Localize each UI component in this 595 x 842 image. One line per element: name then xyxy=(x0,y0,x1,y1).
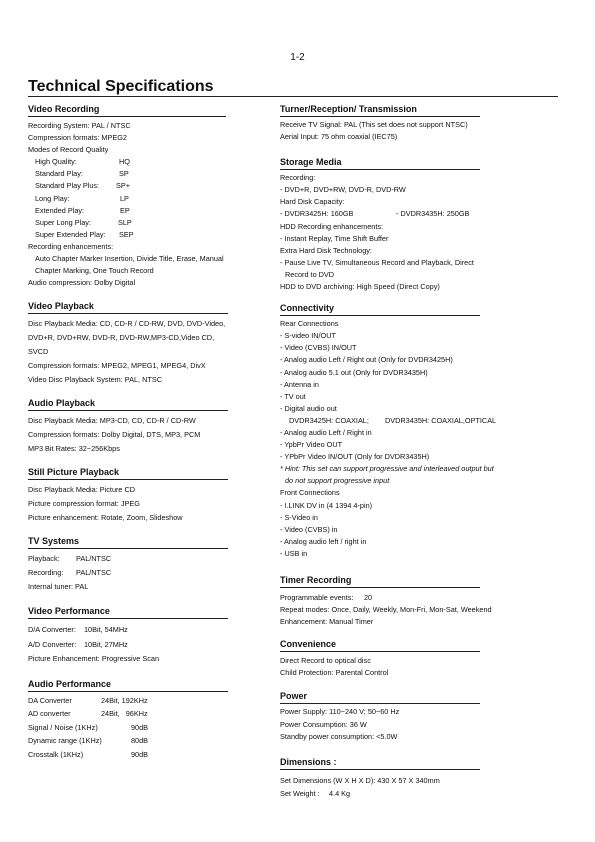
spec-key: Set Weight : xyxy=(280,789,320,799)
spec-line: Hard Disk Capacity: xyxy=(280,197,345,207)
spec-line: - Pause Live TV, Simultaneous Record and Playback, Direct xyxy=(280,257,474,267)
spec-line: HDD to DVD archiving: High Speed (Direct Copy) xyxy=(280,282,440,292)
section-video-recording xyxy=(28,104,268,289)
spec-line xyxy=(28,566,268,580)
page-number: 1-2 xyxy=(290,52,305,63)
spec-line xyxy=(28,748,268,762)
spec-value: DVDR3435H: COAXIAL,OPTICAL xyxy=(385,415,497,425)
spec-line: - Video (CVBS) in xyxy=(280,524,338,534)
section-heading: Timer Recording xyxy=(280,575,480,588)
spec-key: - DVDR3425H: 160GB xyxy=(280,209,354,219)
spec-line: Record to DVD xyxy=(285,269,335,279)
section-heading: Power xyxy=(280,691,480,704)
spec-line: - USB in xyxy=(280,548,308,558)
spec-line xyxy=(28,193,268,205)
spec-line: - TV out xyxy=(280,391,306,401)
section-heading: TV Systems xyxy=(28,536,228,549)
spec-value: 10Bit, 54MHz xyxy=(84,625,128,635)
spec-key: Long Play: xyxy=(35,193,70,203)
spec-line xyxy=(280,787,560,801)
spec-line xyxy=(28,734,268,748)
spec-line xyxy=(280,415,560,427)
spec-line: Set Dimensions (W X H X D): 430 X 57 X 340mm xyxy=(280,775,440,785)
spec-line xyxy=(280,592,560,604)
section-timer-recording xyxy=(280,575,560,628)
spec-value: 80dB xyxy=(131,736,149,746)
spec-line: Repeat modes: Once, Daily, Weekly, Mon-Fri, Mon-Sat, Weekend xyxy=(280,605,492,615)
spec-line xyxy=(28,552,268,566)
section-connectivity xyxy=(280,303,560,560)
section-heading: Storage Media xyxy=(280,157,480,170)
spec-line: - YPbPr Video IN/OUT (Only for DVDR3435H) xyxy=(280,452,430,462)
spec-line: Receive TV Signal: PAL (This set does not support NTSC) xyxy=(280,120,468,129)
spec-line: Compression formats: Dolby Digital, DTS, MP3, PCM xyxy=(28,430,201,440)
spec-line: Auto Chapter Marker Insertion, Divide Title, Erase, Manual xyxy=(35,254,224,264)
section-storage-media xyxy=(280,157,560,293)
spec-line: Disc Playback Media: MP3-CD, CD, CD-R / CD-RW xyxy=(28,416,196,426)
section-heading: Audio Performance xyxy=(28,679,228,692)
spec-line: Compression formats: MPEG2, MPEG1, MPEG4, DivX xyxy=(28,361,206,371)
section-turner-reception xyxy=(280,104,560,143)
left-column xyxy=(28,104,268,761)
spec-line: - S-Video in xyxy=(280,512,318,522)
spec-key: AD converter xyxy=(28,709,71,719)
spec-value: SLP xyxy=(118,217,132,227)
spec-value: EP xyxy=(120,205,130,215)
spec-value: 90dB xyxy=(131,722,149,732)
section-tv-systems xyxy=(28,536,268,594)
section-video-performance xyxy=(28,606,268,667)
spec-line: - Antenna in xyxy=(280,379,319,389)
spec-value: SP xyxy=(119,169,129,179)
spec-key: A/D Converter: xyxy=(28,639,77,649)
spec-key: Standard Play Plus: xyxy=(35,181,100,191)
spec-value: 24Bit, 96KHz xyxy=(101,709,148,719)
spec-line: DVD+R, DVD+RW, DVD-R, DVD-RW,MP3-CD,Video CD, xyxy=(28,333,215,343)
spec-line: Internal tuner: PAL xyxy=(28,582,89,592)
spec-line xyxy=(28,707,268,721)
spec-line: - Video (CVBS) IN/OUT xyxy=(280,343,357,353)
spec-key: High Quality: xyxy=(35,157,77,167)
spec-line xyxy=(28,623,268,638)
spec-key: Signal / Noise (1KHz) xyxy=(28,722,98,732)
spec-value: PAL/NTSC xyxy=(76,568,112,578)
spec-line: Picture Enhancement: Progressive Scan xyxy=(28,654,160,664)
section-heading: Dimensions : xyxy=(280,757,480,770)
spec-line: Enhancement: Manual Timer xyxy=(280,617,374,627)
spec-line: Direct Record to optical disc xyxy=(280,656,371,666)
spec-line: - DVD+R, DVD+RW, DVD-R, DVD-RW xyxy=(280,185,406,195)
spec-line: - Analog audio Left / Right in xyxy=(280,427,372,437)
spec-value: 20 xyxy=(364,593,373,602)
spec-line: - Analog audio Left / Right out (Only for DVDR3425H) xyxy=(280,355,453,365)
spec-value: 90dB xyxy=(131,749,149,759)
section-heading: Still Picture Playback xyxy=(28,467,228,480)
spec-line xyxy=(28,721,268,735)
section-audio-performance xyxy=(28,679,268,762)
spec-line: Recording: xyxy=(280,173,316,183)
spec-line: Chapter Marking, One Touch Record xyxy=(35,266,154,276)
spec-line: - S-video IN/OUT xyxy=(280,331,336,341)
spec-line: - Instant Replay, Time Shift Buffer xyxy=(280,233,389,243)
spec-line xyxy=(28,156,268,168)
spec-line: Rear Connections xyxy=(280,319,339,329)
section-audio-playback xyxy=(28,398,268,456)
spec-line: Extra Hard Disk Technology: xyxy=(280,245,372,255)
spec-line: Picture compression format: JPEG xyxy=(28,499,140,509)
spec-key: Programmable events: xyxy=(280,593,354,602)
spec-value: 4.4 Kg xyxy=(329,789,351,799)
section-heading: Video Recording xyxy=(28,104,226,117)
spec-line: - I.LINK DV in (4 1394 4-pin) xyxy=(280,500,373,510)
spec-line: Power Consumption: 36 W xyxy=(280,719,367,729)
spec-line: SVCD xyxy=(28,347,49,357)
spec-value: - DVDR3435H: 250GB xyxy=(396,209,470,219)
spec-key: Crosstalk (1KHz) xyxy=(28,749,84,759)
section-still-picture-playback xyxy=(28,467,268,525)
spec-line xyxy=(28,229,268,241)
spec-line: - Digital audio out xyxy=(280,403,337,413)
spec-key: DA Converter xyxy=(28,695,72,705)
spec-line: Aerial Input: 75 ohm coaxial (IEC75) xyxy=(280,132,398,142)
spec-value: 24Bit, 192KHz xyxy=(101,695,148,705)
spec-hint: * Hint: This set can support progressive and interleaved output but xyxy=(280,464,494,474)
title-divider xyxy=(28,96,558,97)
section-heading: Convenience xyxy=(280,639,480,652)
right-column xyxy=(280,104,560,801)
spec-key: DVDR3425H: COAXIAL; xyxy=(289,415,369,425)
spec-value: SEP xyxy=(119,229,134,239)
section-video-playback xyxy=(28,301,268,387)
spec-value: HQ xyxy=(119,157,130,167)
spec-key: Recording: xyxy=(28,568,64,578)
section-heading: Video Playback xyxy=(28,301,228,314)
spec-value: LP xyxy=(120,193,129,203)
spec-line: - Analog audio 5.1 out (Only for DVDR3435H) xyxy=(280,367,428,377)
spec-value: 10Bit, 27MHz xyxy=(84,639,128,649)
section-power xyxy=(280,691,560,742)
section-heading: Audio Playback xyxy=(28,398,228,411)
spec-line xyxy=(28,180,268,192)
spec-line: Power Supply: 110~240 V; 50~60 Hz xyxy=(280,707,400,717)
spec-key: Extended Play: xyxy=(35,205,85,215)
spec-key: Playback: xyxy=(28,554,60,564)
spec-line: HDD Recording enhancements: xyxy=(280,221,384,231)
section-heading: Connectivity xyxy=(280,303,480,316)
spec-line xyxy=(28,217,268,229)
spec-line: Recording enhancements: xyxy=(28,241,114,251)
page-title: Technical Specifications xyxy=(28,78,214,95)
spec-line xyxy=(280,208,560,220)
spec-line xyxy=(28,694,268,708)
spec-key: Dynamic range (1KHz) xyxy=(28,736,102,746)
spec-key: Super Long Play: xyxy=(35,217,91,227)
section-convenience xyxy=(280,639,560,679)
spec-line: Audio compression: Dolby Digital xyxy=(28,278,136,288)
spec-line: - YpbPr Video OUT xyxy=(280,440,343,450)
spec-line: Disc Playback Media: CD, CD-R / CD-RW, DVD, DVD-Video, xyxy=(28,319,226,329)
section-dimensions xyxy=(280,757,560,801)
spec-line: Child Protection: Parental Control xyxy=(280,668,389,678)
section-heading: Video Performance xyxy=(28,606,228,619)
spec-line: MP3 Bit Rates: 32~256Kbps xyxy=(28,444,120,454)
spec-line: Modes of Record Quality xyxy=(28,145,109,155)
spec-line: Picture enhancement: Rotate, Zoom, Slideshow xyxy=(28,513,183,523)
spec-key: Super Extended Play: xyxy=(35,229,106,239)
spec-line: - Analog audio left / right in xyxy=(280,536,367,546)
spec-line: Video Disc Playback System: PAL, NTSC xyxy=(28,375,162,385)
spec-line xyxy=(28,638,268,653)
spec-line xyxy=(28,205,268,217)
spec-key: Standard Play: xyxy=(35,169,83,179)
spec-line: Front Connections xyxy=(280,488,340,498)
spec-value: SP+ xyxy=(116,181,130,191)
spec-hint: do not support progressive input xyxy=(285,476,390,486)
spec-line: Compression formats: MPEG2 xyxy=(28,133,127,143)
spec-value: PAL/NTSC xyxy=(76,554,112,564)
spec-key: D/A Converter: xyxy=(28,625,76,635)
spec-line: Disc Playback Media: Picture CD xyxy=(28,485,136,495)
spec-line: Recording System: PAL / NTSC xyxy=(28,121,131,130)
spec-line: Standby power consumption: <5.0W xyxy=(280,731,398,741)
spec-line xyxy=(28,168,268,180)
section-heading: Turner/Reception/ Transmission xyxy=(280,104,480,117)
